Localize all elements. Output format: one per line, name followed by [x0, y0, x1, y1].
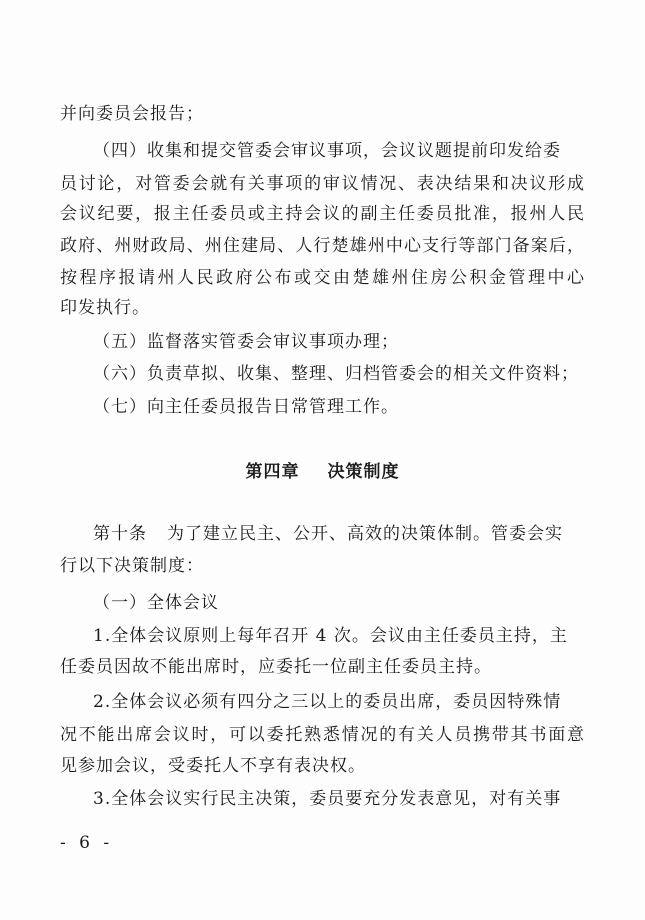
text-line: 员讨论，对管委会就有关事项的审议情况、表决结果和决议形成: [60, 174, 585, 194]
chapter-number: 第四章: [245, 462, 300, 482]
text-line: （四）收集和提交管委会审议事项，会议议题提前印发给委: [93, 141, 561, 161]
text-line: 2.全体会议必须有四分之三以上的委员出席，委员因特殊情: [93, 692, 562, 712]
text-line: 行以下决策制度：: [60, 556, 204, 576]
text-line: 任委员因故不能出席时，应委托一位副主任委员主持。: [60, 657, 492, 677]
article-text: 为了建立民主、公开、高效的决策体制。管委会实: [167, 524, 563, 544]
text-line: 况不能出席会议时，可以委托熟悉情况的有关人员携带其书面意: [60, 725, 585, 745]
text-line: 政府、州财政局、州住建局、人行楚雄州中心支行等部门备案后，: [60, 236, 585, 256]
text-line: 3.全体会议实行民主决策，委员要充分发表意见，对有关事: [93, 789, 562, 809]
text-line: 1.全体会议原则上每年召开 4 次。会议由主任委员主持，主: [93, 626, 568, 646]
text-line: （一）全体会议: [93, 593, 219, 613]
text-line: 会议纪要，报主任委员或主持会议的副主任委员批准，报州人民: [60, 204, 585, 224]
text-line: 印发执行。: [60, 298, 150, 318]
article-line: [93, 523, 563, 545]
text-line: （七）向主任委员报告日常管理工作。: [93, 397, 399, 417]
text-line: 见参加会议，受委托人不享有表决权。: [60, 756, 366, 776]
article-label: 第十条: [93, 524, 147, 544]
text-line: 并向委员会报告；: [60, 104, 204, 124]
text-line: （五）监督落实管委会审议事项办理；: [93, 332, 399, 352]
text-line: （六）负责草拟、收集、整理、归档管委会的相关文件资料；: [93, 364, 579, 384]
text-line: 按程序报请州人民政府公布或交由楚雄州住房公积金管理中心: [60, 268, 585, 288]
page-number: - 6 -: [60, 833, 114, 853]
chapter-heading: [0, 461, 645, 483]
chapter-title: 决策制度: [327, 462, 400, 482]
